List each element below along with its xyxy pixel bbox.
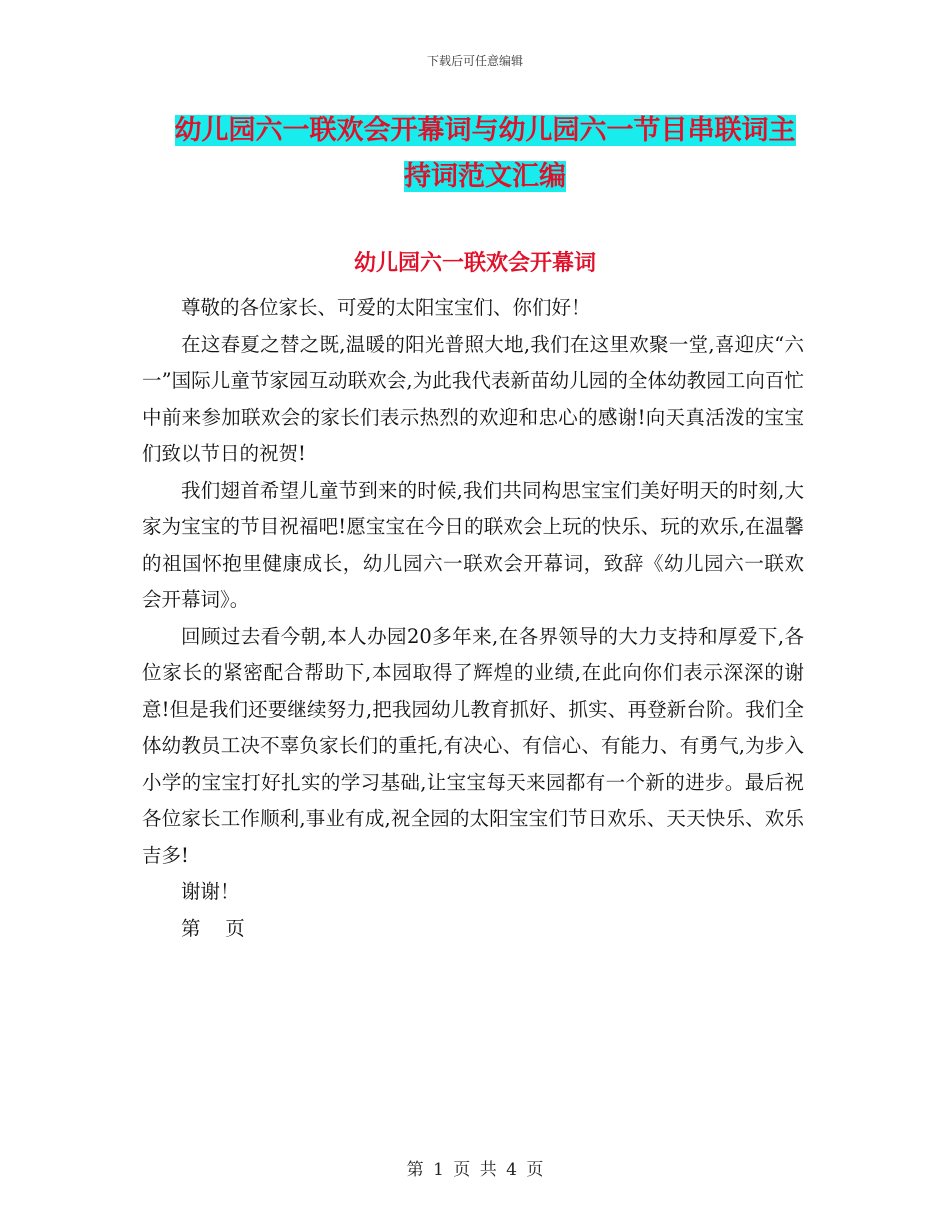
title-line-1: 幼儿园六一联欢会开幕词与幼儿园六一节目串联词主 (174, 115, 796, 146)
paragraph-thanks: 谢谢！ (181, 880, 240, 903)
paragraph-review: 回顾过去看今朝,本人办园20多年来,在各界领导的大力支持和厚爱下,各位家长的紧密配合帮助下,本园取得了辉煌的业绩,在此向你们表示深深的谢意!但是我们还要继续努力,把我园幼儿教育抓好、抓实、再登新台阶。我们全体幼教员工决不辜负家长们的重托,有决心、有信心、有能力、有勇气,为步入小学的宝宝打好扎实的学习基础,让宝宝每天来园都有一个新的进步。最后祝各位家长工作顺利,事业有成,祝全园的太阳宝宝们节日欢乐、天天快乐、欢乐吉多! (142, 624, 804, 867)
paragraph-wishes: 我们翅首希望儿童节到来的时候,我们共同构思宝宝们美好明天的时刻,大家为宝宝的节目祝福吧!愿宝宝在今日的联欢会上玩的快乐、玩的欢乐,在温馨的祖国怀抱里健康成长，幼儿园六一联欢会开幕词，致辞《幼儿园六一联欢会开幕词》。 (142, 478, 804, 611)
paragraph-page-marker: 第 页 (181, 916, 245, 940)
body-text (142, 290, 804, 947)
paragraph-welcome: 在这春夏之替之既,温暖的阳光普照大地,我们在这里欢聚一堂,喜迎庆“六一”国际儿童节家园互动联欢会,为此我代表新苗幼儿园的全体幼教园工向百忙中前来参加联欢会的家长们表示热烈的欢迎和忠心的感谢!向天真活泼的宝宝们致以节日的祝贺! (142, 332, 804, 465)
paragraph-greeting: 尊敬的各位家长、可爱的太阳宝宝们、你们好！ (181, 296, 591, 319)
page-footer: 第 1 页 共 4 页 (406, 1160, 544, 1180)
section-title: 幼儿园六一联欢会开幕词 (353, 250, 596, 276)
header-note: 下载后可任意编辑 (426, 54, 523, 68)
document-title (140, 108, 830, 200)
title-line-2: 持词范文汇编 (404, 161, 566, 192)
